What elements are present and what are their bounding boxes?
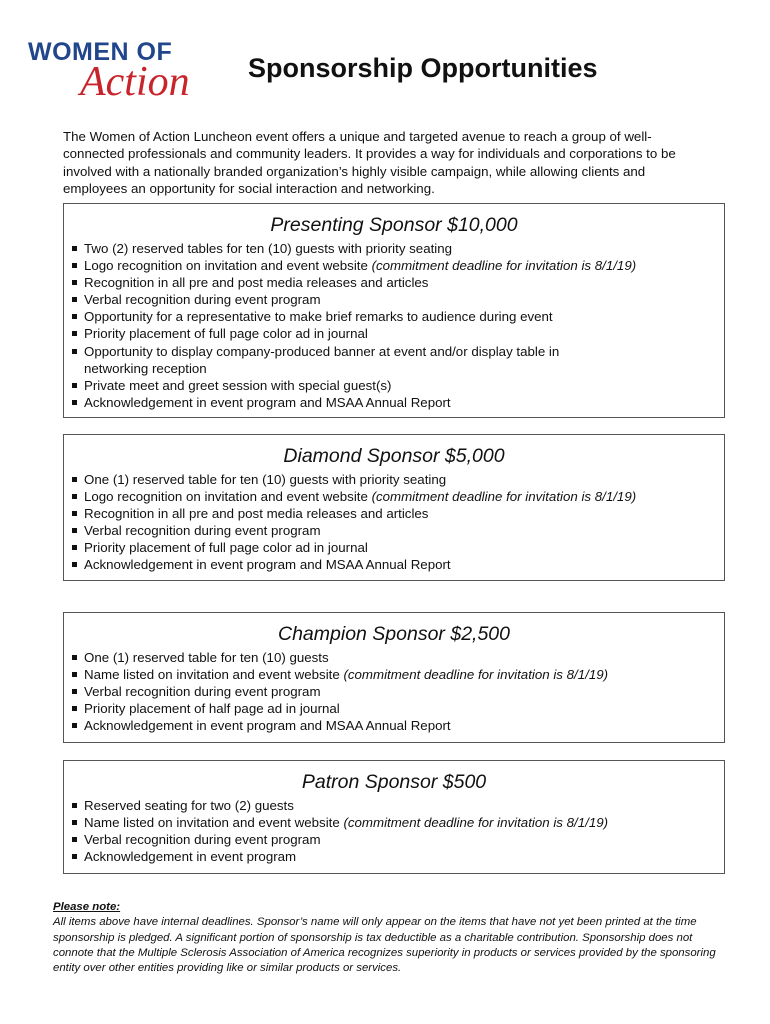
benefit-item: Two (2) reserved tables for ten (10) guests with priority seating [72,240,724,257]
deadline-note: (commitment deadline for invitation is 8/1/19) [371,489,637,505]
logo-line-1: WOMEN OF [28,38,173,66]
benefit-item: Priority placement of full page color ad in journal [72,325,724,342]
benefit-item: One (1) reserved table for ten (10) guests [72,649,724,666]
sponsor-heading: Diamond Sponsor $5,000 [283,445,505,467]
sponsor-heading: Champion Sponsor $2,500 [278,623,510,645]
please-note-text: All items above have internal deadlines. Sponsor’s name will only appear on the items that have not yet been printed at the time sponsorship is pledged. A significant portion of sponsorship is tax deductible as a charitable contribution. Sponsorship does not connote that the Multiple Sclerosis Association of America recognizes superiority in products or services provided by the sponsoring entity over other entities providing like or similar products or services. [53,916,716,975]
benefit-item: Recognition in all pre and post media releases and articles [72,274,724,291]
benefit-item: Recognition in all pre and post media releases and articles [72,505,724,522]
deadline-note: (commitment deadline for invitation is 8/1/19) [371,258,637,274]
diamond-sponsor-box [63,434,725,581]
benefit-item: Reserved seating for two (2) guests [72,797,724,814]
benefit-item: Opportunity to display company-produced banner at event and/or display table in networking reception [72,343,589,377]
benefit-list [64,649,724,734]
benefit-item: Logo recognition on invitation and event website (commitment deadline for invitation is 8/1/19) [72,257,724,274]
presenting-sponsor-box [63,203,725,418]
benefit-item: One (1) reserved table for ten (10) guests with priority seating [72,471,724,488]
benefit-item: Opportunity for a representative to make brief remarks to audience during event [72,308,724,325]
benefit-list [64,240,724,411]
benefit-list [64,471,724,574]
benefit-item: Verbal recognition during event program [72,291,724,308]
benefit-item: Name listed on invitation and event website (commitment deadline for invitation is 8/1/19) [72,814,724,831]
benefit-item: Acknowledgement in event program and MSAA Annual Report [72,394,724,411]
benefit-item: Logo recognition on invitation and event website (commitment deadline for invitation is 8/1/19) [72,488,724,505]
women-of-action-logo [28,38,208,106]
intro-paragraph: The Women of Action Luncheon event offers a unique and targeted avenue to reach a group of well-connected professionals and community leaders. It provides a way for individuals and corporations to be involved with a nationally branded organization’s highly visible campaign, while allowing clients and employees an opportunity for social interaction and networking. [63,129,676,196]
benefit-item: Verbal recognition during event program [72,831,724,848]
benefit-list [64,797,724,865]
benefit-item: Priority placement of half page ad in journal [72,700,724,717]
logo-line-2: Action [80,59,190,105]
benefit-item: Verbal recognition during event program [72,522,724,539]
deadline-note: (commitment deadline for invitation is 8/1/19) [343,667,609,683]
sponsor-heading: Presenting Sponsor $10,000 [270,214,518,236]
patron-sponsor-box [63,760,725,874]
benefit-item: Acknowledgement in event program [72,848,724,865]
page-title: Sponsorship Opportunities [248,53,598,83]
benefit-item: Acknowledgement in event program and MSAA Annual Report [72,556,724,573]
sponsor-heading: Patron Sponsor $500 [301,771,487,793]
deadline-note: (commitment deadline for invitation is 8/1/19) [343,815,609,831]
benefit-item: Acknowledgement in event program and MSAA Annual Report [72,717,724,734]
please-note-section [53,900,725,976]
benefit-item: Priority placement of full page color ad in journal [72,539,724,556]
champion-sponsor-box [63,612,725,743]
benefit-item: Name listed on invitation and event website (commitment deadline for invitation is 8/1/19) [72,666,724,683]
please-note-title: Please note: [53,901,121,913]
benefit-item: Private meet and greet session with special guest(s) [72,377,724,394]
benefit-item: Verbal recognition during event program [72,683,724,700]
